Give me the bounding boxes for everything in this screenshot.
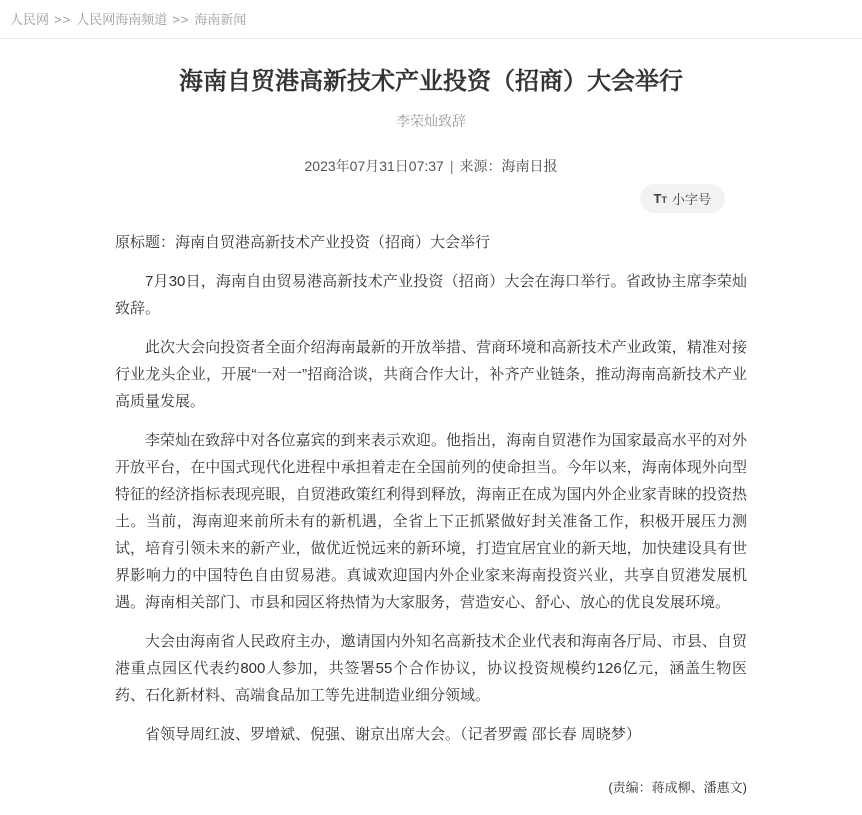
breadcrumb — [0, 0, 862, 39]
publish-date: 2023年07月31日07:37 — [304, 158, 444, 174]
source-label: 来源： — [459, 158, 502, 174]
font-size-toggle-label: 小字号 — [671, 192, 711, 207]
original-title-line — [115, 229, 747, 256]
article-paragraph: 7月30日，海南自由贸易港高新技术产业投资（招商）大会在海口举行。省政协主席李荣灿致辞。 — [115, 273, 747, 317]
editors-credit: (责编：蒋成柳、潘惠文) — [608, 780, 747, 795]
breadcrumb-link-hainan-news[interactable]: 海南新闻 — [194, 12, 247, 27]
original-title-label: 原标题： — [115, 234, 176, 251]
article-paragraph: 大会由海南省人民政府主办，邀请国内外知名高新技术企业代表和海南各厅局、市县、自贸港重点园区代表约800人参加，共签署55个合作协议，协议投资规模约126亿元，涵盖生物医药、石化新材料、高端食品加工等先进制造业细分领域。 — [115, 633, 747, 704]
article-body — [115, 229, 747, 815]
original-title-text: 海南自贸港高新技术产业投资（招商）大会举行 — [175, 234, 491, 251]
breadcrumb-link-hainan-channel[interactable]: 人民网海南频道 — [76, 12, 168, 27]
breadcrumb-separator: >> — [172, 12, 190, 27]
article-paragraph: 省领导周红波、罗增斌、倪强、谢京出席大会。（记者罗霞 邵长春 周晓梦） — [145, 726, 641, 743]
font-size-toggle-button[interactable] — [640, 184, 725, 213]
article-paragraph: 此次大会向投资者全面介绍海南最新的开放举措、营商环境和高新技术产业政策，精准对接行业龙头企业，开展“一对一”招商洽谈，共商合作大计，补齐产业链条，推动海南高新技术产业高质量发展。 — [115, 339, 747, 410]
article-subtitle: 李荣灿致辞 — [396, 113, 466, 129]
article-meta — [0, 156, 862, 176]
article-paragraph: 李荣灿在致辞中对各位嘉宾的到来表示欢迎。他指出，海南自贸港作为国家最高水平的对外开放平台，在中国式现代化进程中承担着走在全国前列的使命担当。今年以来，海南体现外向型特征的经济指标表现亮眼，自贸港政策红利得到释放，海南正在成为国内外企业家青睐的投资热土。当前，海南迎来前所未有的新机遇，全省上下正抓紧做好封关准备工作，积极开展压力测试，培育引领未来的新产业，做优近悦远来的新环境，打造宜居宜业的新天地，加快建设具有世界影响力的中国特色自由贸易港。真诚欢迎国内外企业家来海南投资兴业，共享自贸港发展机遇。海南相关部门、市县和园区将热情为大家服务，营造安心、舒心、放心的优良发展环境。 — [115, 432, 747, 611]
source-link[interactable]: 海南日报 — [501, 158, 558, 174]
meta-separator: | — [449, 158, 454, 174]
breadcrumb-link-peoples-daily[interactable]: 人民网 — [10, 12, 50, 27]
breadcrumb-separator: >> — [54, 12, 72, 27]
article-header — [0, 66, 862, 176]
page-title: 海南自贸港高新技术产业投资（招商）大会举行 — [179, 68, 683, 95]
font-size-icon: TT — [653, 191, 667, 206]
article-toolbar — [115, 184, 747, 213]
content-column — [115, 184, 747, 815]
